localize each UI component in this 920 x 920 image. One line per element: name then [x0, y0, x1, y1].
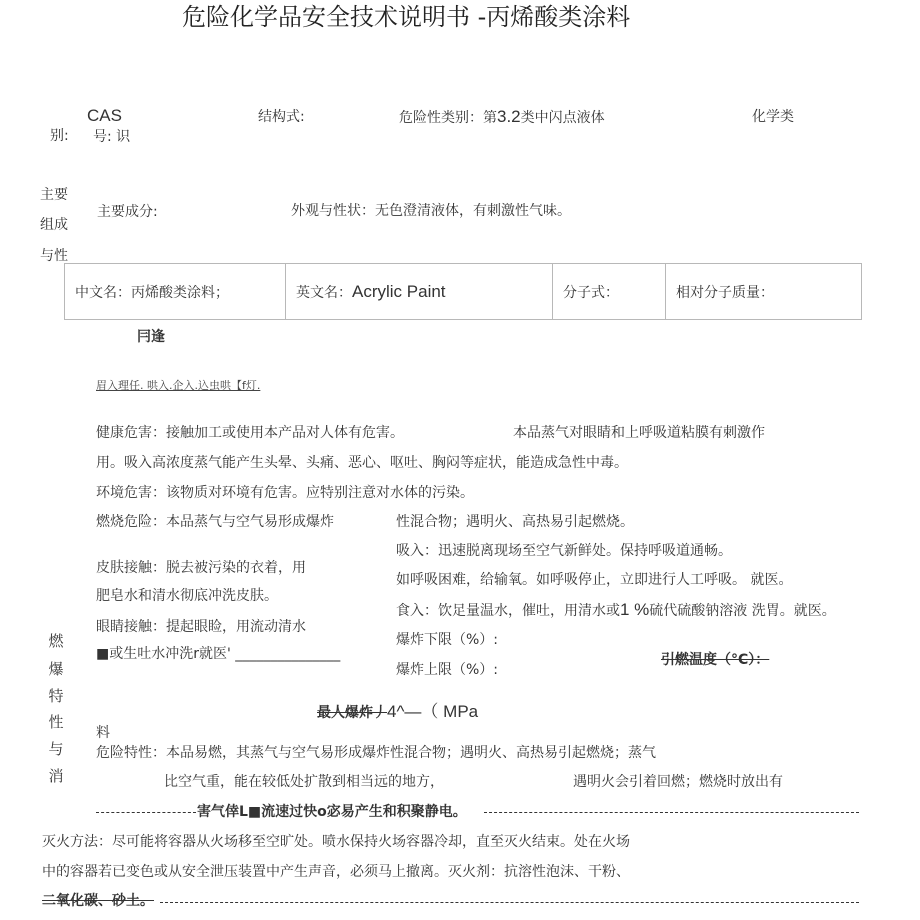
extinguish-line3: 二氧化碳、砂土。 — [42, 893, 154, 909]
composition-side-1: 主要 — [40, 187, 68, 203]
english-name-cell — [286, 264, 553, 320]
explosion-lower-limit: 爆炸下限（%）: — [396, 632, 499, 648]
liao-char: 料 — [96, 725, 110, 741]
ingestion-percent: 1 % — [620, 600, 650, 619]
danger-line2a: 比空气重，能在较低处扩散到相当远的地方， — [164, 774, 444, 790]
main-components-label: 主要成分: — [97, 204, 158, 220]
dash-line — [484, 812, 859, 813]
ingestion-b: 硫代硫酸钠溶液 洗胃。就医。 — [649, 603, 836, 619]
english-name-label: 英文名： — [296, 284, 352, 301]
inhalation-line2: 如呼吸困难，给输氧。如呼吸停止，立即进行人工呼吸。 就医。 — [396, 572, 793, 588]
fire-side-6: 消 — [48, 767, 64, 785]
appearance-text: 外观与性状：无色澄清液体，有刺激性气味。 — [291, 203, 571, 219]
health-hazard-line1b: 本品蒸气对眼睛和上呼吸道粘膜有刺激作 — [513, 425, 765, 441]
hazard-class-number: 3.2 — [497, 107, 521, 126]
fire-side-4: 性 — [48, 713, 64, 731]
fire-hazard-b: 性混合物；遇明火、高热易引起燃烧。 — [396, 514, 634, 530]
garbled-heading: 冃逢 — [137, 329, 165, 345]
fire-hazard-a: 燃烧危险：本品蒸气与空气易形成爆炸 — [96, 514, 334, 530]
composition-side-2: 组成 — [40, 217, 68, 233]
explosion-upper-limit: 爆炸上限（%）: — [396, 662, 499, 678]
eye-contact-line1: 眼睛接触：提起眼睑，用流动清水 — [96, 619, 306, 635]
dash-line — [160, 902, 859, 903]
danger-line1: 危险特性：本品易燃，其蒸气与空气易形成爆炸性混合物；遇明火、高热易引起燃烧；蒸气 — [96, 745, 656, 761]
hazard-class-suffix: 类中闪点液体 — [520, 110, 605, 126]
ignition-temperature: 引燃温度（°C）： — [661, 652, 770, 668]
hazard-class-prefix: 危险性类别：第 — [399, 110, 497, 126]
health-hazard-line1a: 健康危害：接触加工或使用本产品对人体有危害。 — [96, 425, 404, 441]
ingestion-text — [396, 601, 836, 620]
inhalation-line1: 吸入：迅速脱离现场至空气新鲜处。保持呼吸道通畅。 — [396, 543, 732, 559]
danger-line3: 害气倖L■流速过快ο宓易产生和积聚静电。 — [197, 804, 467, 820]
table-row — [65, 264, 862, 320]
max-explosion-pressure — [317, 703, 478, 722]
molecular-weight-cell: 相对分子质量： — [666, 264, 862, 320]
ingestion-a: 食入：饮足量温水，催吐，用清水或 — [396, 603, 620, 619]
fire-side-2: 爆 — [48, 660, 64, 678]
structure-label: 结构式: — [258, 109, 305, 125]
composition-side-3: 与性 — [40, 248, 68, 264]
max-explosion-label: 最人爆炸丿 — [317, 705, 387, 721]
cas-number-label: 号: 识 — [93, 129, 131, 145]
formula-cell: 分子式： — [553, 264, 666, 320]
fire-side-5: 与 — [48, 740, 64, 758]
dash-line — [96, 812, 196, 813]
chinese-name-cell: 中文名：丙烯酸类涂料； — [65, 264, 286, 320]
identification-table — [64, 263, 862, 320]
page-title: 危险化学品安全技术说明书 -丙烯酸类涂料 — [182, 3, 631, 31]
fire-side-3: 特 — [48, 687, 64, 705]
skin-contact-line2: 肥皂水和清水彻底冲洗皮肤。 — [96, 588, 278, 604]
environment-hazard: 环境危害：该物质对环境有危害。应特别注意对水体的污染。 — [96, 485, 474, 501]
extinguish-line2: 中的容器若已变色或从安全泄压装置中产生声音，必须马上撤离。灭火剂：抗溶性泡沫、干粉、 — [42, 864, 630, 880]
skin-contact-line1: 皮肤接触：脱去被污染的衣着，用 — [96, 560, 306, 576]
eye-contact-line2: ■或生吐水冲洗r就医' _______________ — [96, 646, 341, 662]
english-name-value: Acrylic Paint — [352, 281, 446, 301]
danger-line2b: 遇明火会引着回燃；燃烧时放出有 — [573, 774, 783, 790]
extinguish-line1: 灭火方法：尽可能将容器从火场移至空旷处。喷水保持火场容器冷却，直至灭火结束。处在火场 — [42, 834, 630, 850]
health-hazard-line2: 用。吸入高浓度蒸气能产生头晕、头痛、恶心、呕吐、胸闷等症状，能造成急性中毒。 — [96, 455, 628, 471]
hazard-class — [399, 108, 605, 127]
max-explosion-value: 4^—（ MPa — [387, 702, 479, 721]
fire-side-1: 燃 — [48, 632, 64, 650]
cas-label: CAS — [87, 106, 122, 125]
garbled-route-text: 眉入理任. 哄入.企入.込虫哄【f灯. — [96, 379, 261, 392]
chemical-class-label: 化学类 — [752, 109, 794, 125]
category-label: 别: — [50, 128, 69, 144]
